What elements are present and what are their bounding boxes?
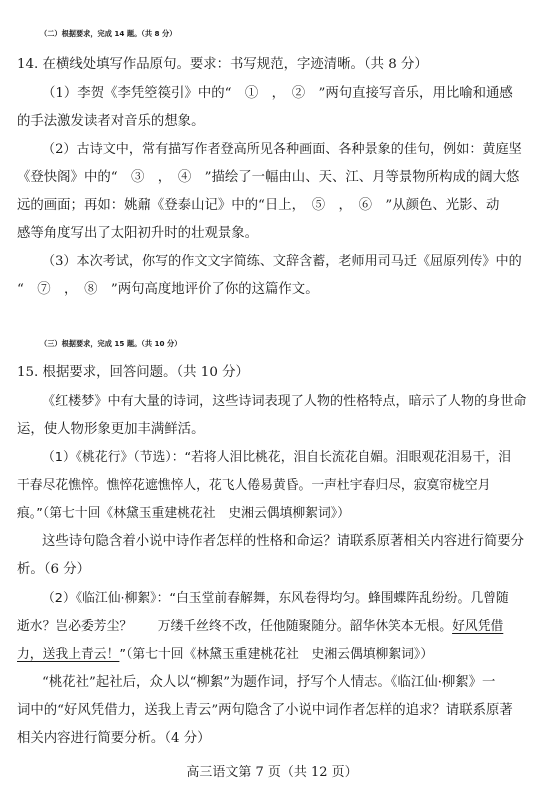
q15-part2-poem-line3 [17,646,529,664]
q15-part2-question-line1: “桃花社”起社后，众人以“柳絮”为题作词，抒写个人情志。《临江仙·柳絮》一 [42,675,496,690]
q14-part2-line2: 《登快阁》中的“ ③ ， ④ ”描绘了一幅由山、天、江、月等景物所构成的阔大悠 [17,170,520,185]
q15-part1-poem-line3: 痕。”（第七十回《林黛玉重建桃花社 史湘云偶填柳絮词》） [17,506,350,521]
q15-part2-underlined-text-cont: 力，送我上青云！ [17,647,120,662]
q15-intro: 15. 根据要求，回答问题。（共 10 分） [17,365,249,380]
q15-part2-poem-line1: （2）《临江仙·柳絮》：“白玉堂前春解舞，东风卷得均匀。蜂围蝶阵乱纷纷。几曾随 [42,591,509,606]
q15-lead-line2: 运，使人物形象更加丰满鲜活。 [17,422,205,437]
q14-part1-line2: 的手法激发读者对音乐的想象。 [17,114,205,129]
q15-part1-poem-line2: 干春尽花憔悴。憔悴花遮憔悴人，花飞人倦易黄昏。一声杜宇春归尽，寂寞帘栊空月 [17,478,491,493]
q15-part1-question-line2: 析。（6 分） [17,562,91,577]
q14-part2-line4: 感等角度写出了太阳初升时的壮观景象。 [17,226,259,241]
q15-part1-poem-line1: （1）《桃花行》（节选）：“若将人泪比桃花，泪自长流花自媚。泪眼观花泪易干，泪 [42,450,512,465]
q15-part1-question-line1: 这些诗句隐含着小说中诗作者怎样的性格和命运？请联系原著相关内容进行简要分 [42,534,525,549]
q14-part2-line1: （2）古诗文中，常有描写作者登高所见各种画面、各种景象的佳句，例如：黄庭坚 [42,142,522,157]
page-footer: 高三语文第 7 页（共 12 页） [186,765,358,780]
q14-part2-line3: 远的画面；再如：姚鼐《登泰山记》中的“日上， ⑤ ， ⑥ ”从颜色、光影、动 [17,198,500,213]
q15-part2-question-line2: 词中的“好风凭借力，送我上青云”两句隐含了小说中词作者怎样的追求？请联系原著 [17,703,513,718]
q14-part1-line1: （1）李贺《李凭箜篌引》中的“ ① ， ② ”两句直接写音乐，用比喻和通感 [42,86,513,101]
section-2-title: （二）根据要求，完成 14 题。（共 8 分） [40,29,177,38]
q15-part2-poem-text: 逝水？岂必委芳尘？ 万缕千丝终不改，任他随聚随分。韶华休笑本无根。 [17,619,453,634]
q15-part2-question-line3: 相关内容进行简要分析。（4 分） [17,731,211,746]
q14-part3-line2: “ ⑦ ， ⑧ ”两句高度地评价了你的这篇作文。 [17,282,319,297]
q15-part2-poem-line2 [17,618,529,636]
q15-part2-underlined-text: 好风凭借 [452,619,504,634]
q14-intro: 14. 在横线处填写作品原句。要求：书写规范，字迹清晰。（共 8 分） [17,57,428,72]
q15-lead-line1: 《红楼梦》中有大量的诗词，这些诗词表现了人物的性格特点，暗示了人物的身世命 [42,394,527,409]
section-3-title: （三）根据要求，完成 15 题。（共 10 分） [40,339,182,348]
q14-part3-line1: （3）本次考试，你写的作文文字简练、文辞含蓄，老师用司马迁《屈原列传》中的 [42,254,522,269]
q15-part2-source: ”（第七十回《林黛玉重建桃花社 史湘云偶填柳絮词》） [119,647,434,662]
